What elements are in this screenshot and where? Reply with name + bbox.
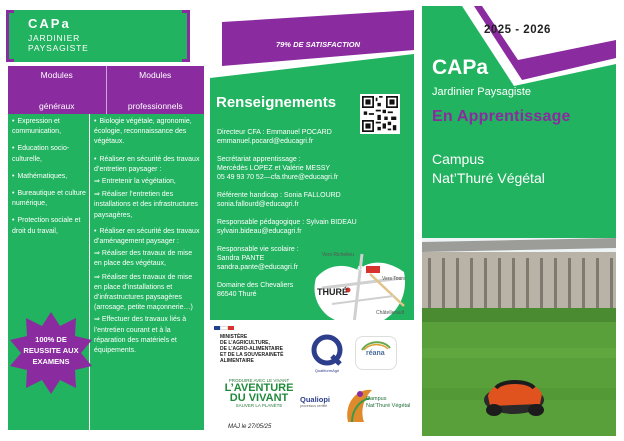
aventure-top: PRODUIRE AVEC LE VIVANT [228,378,290,383]
map-label-road: A10 [357,266,367,272]
pro-module-item: • Biologie végétale, agronomie, écologie, reconnaissance des végétaux. [94,117,201,148]
general-module-item: • Education socio-culturelle, [12,144,86,164]
contact-email[interactable]: sandra.pante@educagri.fr [217,264,299,271]
renseignements-title: Renseignements [216,94,337,111]
contact-line: Responsable vie scolaire : [217,246,299,253]
contact-line: Directeur CFA : Emmanuel POCARD [217,129,332,136]
aventure-line2: DU VIVANT [229,392,289,404]
general-module-item: • Protection sociale et droit du travail, [12,216,86,236]
qualiform-label: QualiformAgri [314,368,340,373]
pro-sub-item: ⇒ Réaliser des travaux de mise en place d’installations et d’infrastructures paysagères (arrosage, petite maçonnerie…) [94,273,201,314]
qualiopi-logo: Qualiopi [300,395,330,404]
contact-handicap [217,191,397,209]
capa-title: CAPa [28,16,71,31]
reana-label: réana [366,350,385,357]
ministere-line: DE L’AGRICULTURE, [220,340,270,346]
cover-campus-name [432,150,545,188]
cover-apprentissage: En Apprentissage [432,108,571,125]
contact-email[interactable]: sylvain.bideau@educagri.fr [217,228,302,235]
campus-logo-line: Campus [366,396,387,402]
contact-pedagogique [217,218,397,236]
contact-directeur [217,128,397,146]
pro-module-item: • Réaliser en sécurité des travaux d’aménagement paysager : [94,227,201,247]
col-header-pro-bottom: professionnels [127,101,183,111]
pro-sub-item: ⇒ Réaliser l’entretien des installations et des infrastructures paysagères, [94,190,201,221]
col-header-general-top: Modules [40,70,73,80]
map-label-chatellerault: Châtellerault [376,310,405,316]
update-date: MAJ le 27/05/25 [228,424,272,430]
ministere-line: ALIMENTAIRE [220,358,254,364]
contact-line: Sandra PANTE [217,255,265,262]
ministere-logo [214,326,300,364]
modules-table-header [8,66,204,114]
campus-line1: Campus [432,151,485,167]
map-label-tours: Vers Tours [382,276,406,282]
contact-line: Secrétariat apprentissage : [217,156,301,163]
general-module-item: • Expression et communication, [12,117,86,137]
col-header-general-bottom: généraux [39,101,75,111]
col-header-pro [106,66,205,114]
col-header-pro-top: Modules [139,70,172,80]
ministere-line: DE L’AGRO-ALIMENTAIRE [220,346,283,352]
satisfaction-rate: 79% DE SATISFACTION [275,40,361,49]
aventure-line1: L’AVENTURE [224,382,294,394]
contact-email[interactable]: 05 49 93 70 52—cfa.thure@educagri.fr [217,174,339,181]
aventure-du-vivant-logo [216,378,302,418]
address-line: Domaine des Chevaliers [217,282,294,289]
campus-logo-line: Nat’Thuré Végétal [366,403,411,409]
contact-email[interactable]: emmanuel.pocard@educagri.fr [217,138,314,145]
contact-line: Responsable pédagogique : Sylvain BIDEAU [217,219,357,226]
contact-line: Référente handicap : Sonia FALLOURD [217,192,341,199]
contact-line: Mercèdès LOPEZ et Valérie MESSY [217,165,331,172]
right-bracket [182,10,190,62]
ministere-line: ET DE LA SOUVERAINETÉ [220,352,284,358]
address-line: 86540 Thuré [217,291,257,298]
campus-logo-text [366,396,410,410]
campus-line2: Nat’Thuré Végétal [432,170,545,186]
pro-sub-item: ⇒ Effectuer des travaux liés à l’entretien courant et à la réparation des matériels et équipements. [94,315,201,356]
map-label-thure: THURÉ [317,287,348,297]
contact-secretariat [217,155,397,182]
general-module-item: • Mathématiques, [12,172,86,182]
aventure-bottom: SAUVER LA PLANÈTE [235,403,283,408]
campus-photo [422,238,616,436]
school-year: 2025 - 2026 [484,24,551,36]
col-header-general [8,66,106,114]
capa-subtitle: JARDINIER PAYSAGISTE [28,33,89,53]
pro-sub-item: ⇒ Entretenir la végétation, [94,177,201,187]
ministere-line: MINISTÈRE [220,334,248,340]
pro-sub-item: ⇒ Réaliser des travaux de mise en place des végétaux, [94,249,201,269]
qualiopi-sub: processus certifié [300,404,328,408]
qualiform-logo-icon [310,334,344,374]
cover-subtitle: Jardinier Paysagiste [432,86,532,98]
contact-email[interactable]: sonia.fallourd@educagri.fr [217,201,299,208]
pro-module-item: • Réaliser en sécurité des travaux d’entretien paysager : [94,155,201,175]
cover-capa-title: CAPa [432,56,489,79]
map-label-richelieu: Vers Richelieu [322,252,354,258]
left-bracket [6,10,14,62]
general-module-item: • Bureautique et culture numérique, [12,189,86,209]
pro-modules-column [90,114,204,430]
french-flag-icon [214,326,234,330]
success-badge-text: 100% DE REUSSITE AUX EXAMENS [23,335,79,366]
